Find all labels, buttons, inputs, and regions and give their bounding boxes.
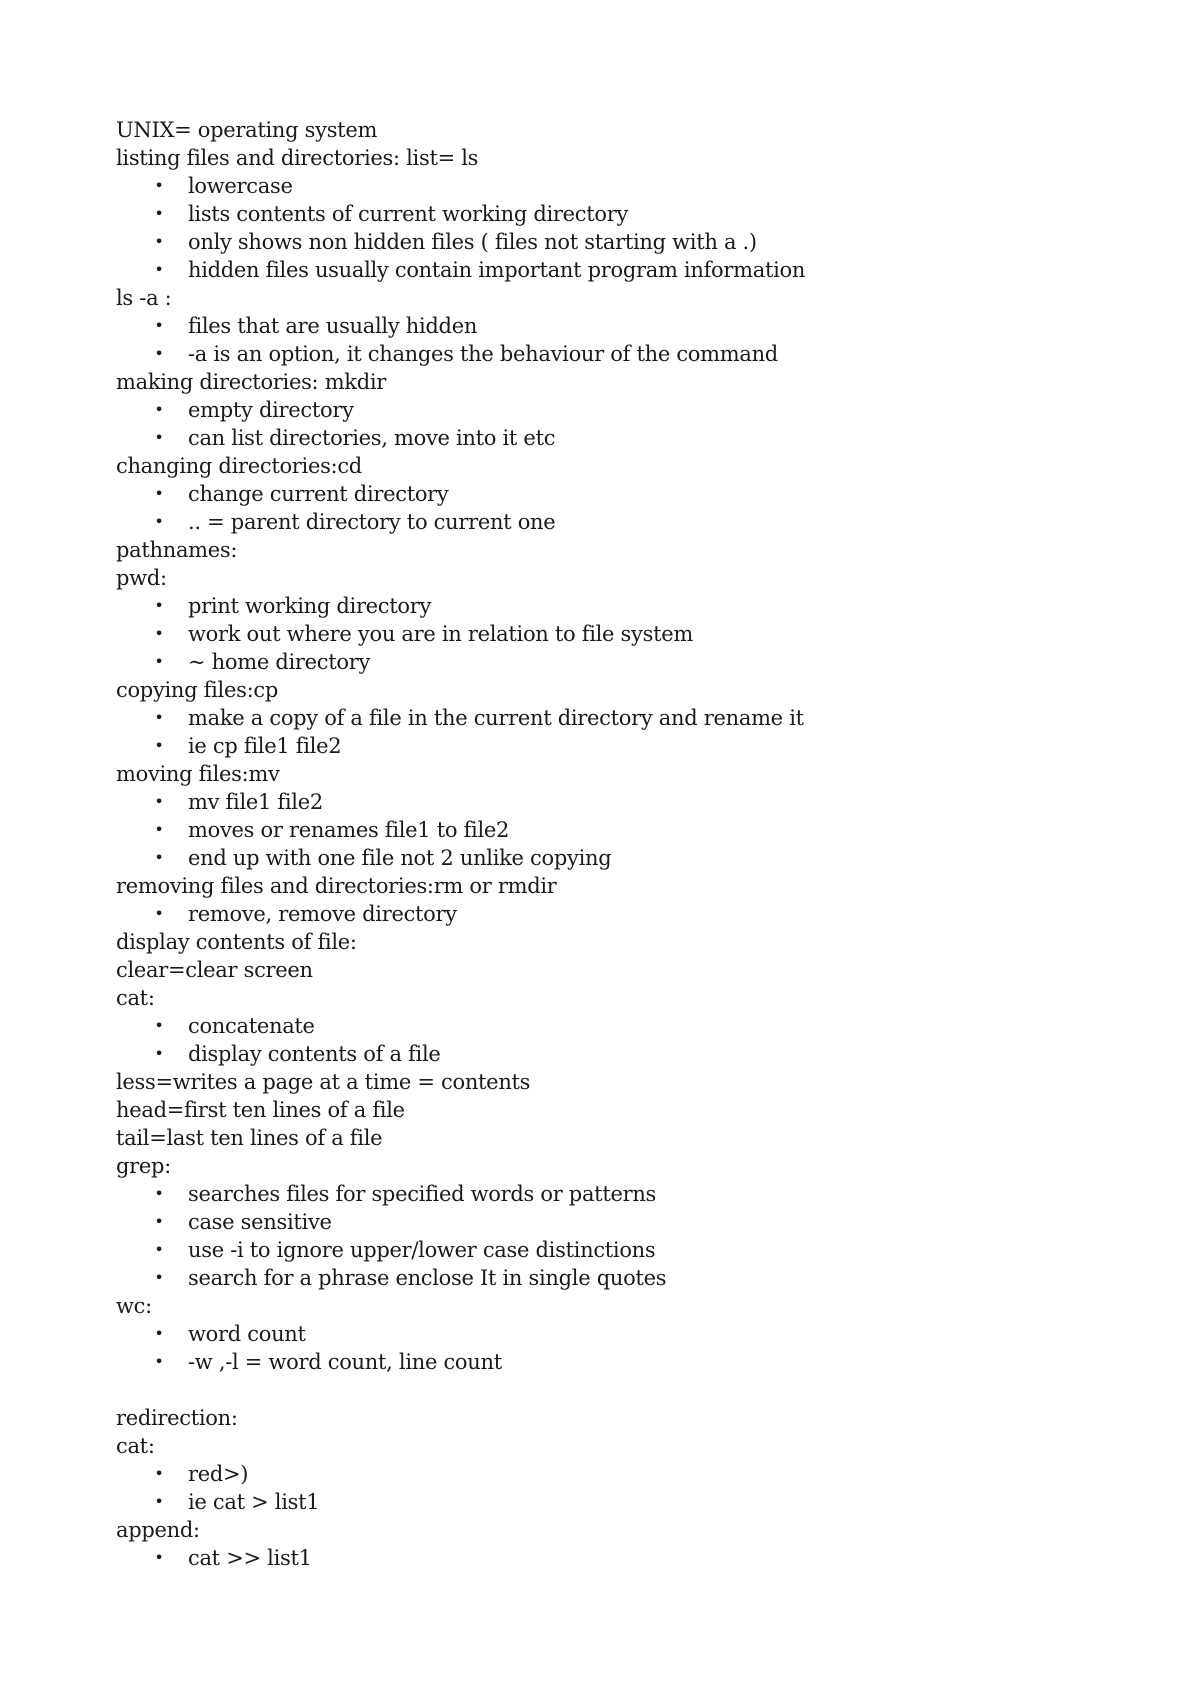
section-heading (116, 984, 1116, 1012)
bullet-item (116, 312, 1116, 340)
bullet-item (116, 396, 1116, 424)
bullet-item (116, 1264, 1116, 1292)
bullet-item (116, 256, 1116, 284)
bullet-text: concatenate (188, 1014, 315, 1038)
bullet-item (116, 424, 1116, 452)
bullet-text: case sensitive (188, 1210, 332, 1234)
bullet-item (116, 816, 1116, 844)
bullet-text: word count (188, 1322, 306, 1346)
bullet-icon: • (154, 484, 164, 503)
bullet-text: use -i to ignore upper/lower case distinctions (188, 1238, 656, 1262)
heading-text: tail=last ten lines of a file (116, 1126, 383, 1150)
bullet-text: -a is an option, it changes the behaviour of the command (188, 342, 778, 366)
section-heading (116, 452, 1116, 480)
bullet-item (116, 648, 1116, 676)
heading-text: pwd: (116, 566, 167, 590)
bullet-icon: • (154, 260, 164, 279)
bullet-icon: • (154, 1464, 164, 1483)
bullet-icon: • (154, 624, 164, 643)
bullet-text: ~ home directory (188, 650, 371, 674)
document-page (116, 116, 1116, 1572)
bullet-icon: • (154, 1044, 164, 1063)
bullet-icon: • (154, 1240, 164, 1259)
bullet-text: mv file1 file2 (188, 790, 323, 814)
blank-line (116, 1376, 1116, 1404)
heading-text: append: (116, 1518, 200, 1542)
section-heading (116, 928, 1116, 956)
section-heading (116, 1124, 1116, 1152)
section-heading (116, 1096, 1116, 1124)
heading-text: redirection: (116, 1406, 238, 1430)
bullet-text: print working directory (188, 594, 432, 618)
section-heading (116, 760, 1116, 788)
bullet-text: searches files for specified words or patterns (188, 1182, 657, 1206)
bullet-item (116, 592, 1116, 620)
bullet-icon: • (154, 428, 164, 447)
bullet-item (116, 732, 1116, 760)
heading-text: listing files and directories: list= ls (116, 146, 479, 170)
heading-text: making directories: mkdir (116, 370, 387, 394)
bullet-icon: • (154, 1016, 164, 1035)
section-heading (116, 368, 1116, 396)
bullet-icon: • (154, 1352, 164, 1371)
bullet-icon: • (154, 204, 164, 223)
bullet-icon: • (154, 1492, 164, 1511)
bullet-item (116, 200, 1116, 228)
section-heading (116, 1292, 1116, 1320)
bullet-icon: • (154, 1184, 164, 1203)
bullet-text: files that are usually hidden (188, 314, 478, 338)
bullet-text: only shows non hidden files ( files not starting with a .) (188, 230, 757, 254)
section-heading (116, 1432, 1116, 1460)
bullet-text: display contents of a file (188, 1042, 441, 1066)
bullet-item (116, 704, 1116, 732)
section-heading (116, 956, 1116, 984)
bullet-icon: • (154, 652, 164, 671)
bullet-item (116, 1208, 1116, 1236)
bullet-text: empty directory (188, 398, 354, 422)
bullet-item (116, 1012, 1116, 1040)
bullet-text: cat >> list1 (188, 1546, 312, 1570)
heading-text: grep: (116, 1154, 171, 1178)
heading-text: less=writes a page at a time = contents (116, 1070, 531, 1094)
section-heading (116, 1152, 1116, 1180)
section-heading (116, 1516, 1116, 1544)
heading-text: copying files:cp (116, 678, 278, 702)
heading-text: head=first ten lines of a file (116, 1098, 405, 1122)
bullet-item (116, 480, 1116, 508)
section-heading (116, 1068, 1116, 1096)
heading-text: cat: (116, 1434, 155, 1458)
bullet-icon: • (154, 1324, 164, 1343)
section-heading (116, 872, 1116, 900)
section-heading (116, 1404, 1116, 1432)
bullet-item (116, 1040, 1116, 1068)
bullet-icon: • (154, 1212, 164, 1231)
bullet-icon: • (154, 232, 164, 251)
heading-text: changing directories:cd (116, 454, 362, 478)
heading-text: cat: (116, 986, 155, 1010)
bullet-icon: • (154, 176, 164, 195)
section-heading (116, 536, 1116, 564)
bullet-item (116, 1236, 1116, 1264)
bullet-text: moves or renames file1 to file2 (188, 818, 510, 842)
bullet-text: red>) (188, 1462, 249, 1486)
bullet-icon: • (154, 316, 164, 335)
bullet-text: ie cat > list1 (188, 1490, 320, 1514)
bullet-icon: • (154, 596, 164, 615)
bullet-item (116, 1180, 1116, 1208)
bullet-text: work out where you are in relation to file system (188, 622, 693, 646)
bullet-text: end up with one file not 2 unlike copying (188, 846, 612, 870)
bullet-icon: • (154, 344, 164, 363)
bullet-item (116, 620, 1116, 648)
section-heading (116, 676, 1116, 704)
bullet-item (116, 1544, 1116, 1572)
heading-text: clear=clear screen (116, 958, 313, 982)
bullet-text: lists contents of current working directory (188, 202, 629, 226)
heading-text: ls -a : (116, 286, 172, 310)
bullet-item (116, 172, 1116, 200)
bullet-icon: • (154, 792, 164, 811)
section-heading (116, 564, 1116, 592)
bullet-icon: • (154, 1268, 164, 1287)
bullet-text: remove, remove directory (188, 902, 457, 926)
bullet-text: -w ,-l = word count, line count (188, 1350, 502, 1374)
heading-text: moving files:mv (116, 762, 280, 786)
bullet-item (116, 844, 1116, 872)
section-heading (116, 284, 1116, 312)
bullet-item (116, 228, 1116, 256)
bullet-text: lowercase (188, 174, 293, 198)
bullet-icon: • (154, 708, 164, 727)
bullet-icon: • (154, 400, 164, 419)
bullet-text: search for a phrase enclose It in single quotes (188, 1266, 667, 1290)
bullet-text: .. = parent directory to current one (188, 510, 556, 534)
bullet-text: can list directories, move into it etc (188, 426, 556, 450)
bullet-icon: • (154, 848, 164, 867)
heading-text: pathnames: (116, 538, 238, 562)
section-heading (116, 116, 1116, 144)
bullet-icon: • (154, 904, 164, 923)
bullet-icon: • (154, 736, 164, 755)
bullet-item (116, 1488, 1116, 1516)
bullet-icon: • (154, 820, 164, 839)
heading-text: wc: (116, 1294, 152, 1318)
bullet-icon: • (154, 512, 164, 531)
bullet-icon: • (154, 1548, 164, 1567)
bullet-item (116, 1320, 1116, 1348)
bullet-item (116, 1348, 1116, 1376)
bullet-item (116, 788, 1116, 816)
bullet-item (116, 900, 1116, 928)
bullet-text: make a copy of a file in the current directory and rename it (188, 706, 804, 730)
bullet-item (116, 340, 1116, 368)
bullet-item (116, 1460, 1116, 1488)
bullet-item (116, 508, 1116, 536)
bullet-text: ie cp file1 file2 (188, 734, 342, 758)
heading-text: display contents of file: (116, 930, 357, 954)
heading-text: UNIX= operating system (116, 118, 378, 142)
section-heading (116, 144, 1116, 172)
bullet-text: change current directory (188, 482, 449, 506)
heading-text: removing files and directories:rm or rmdir (116, 874, 557, 898)
bullet-text: hidden files usually contain important program information (188, 258, 806, 282)
